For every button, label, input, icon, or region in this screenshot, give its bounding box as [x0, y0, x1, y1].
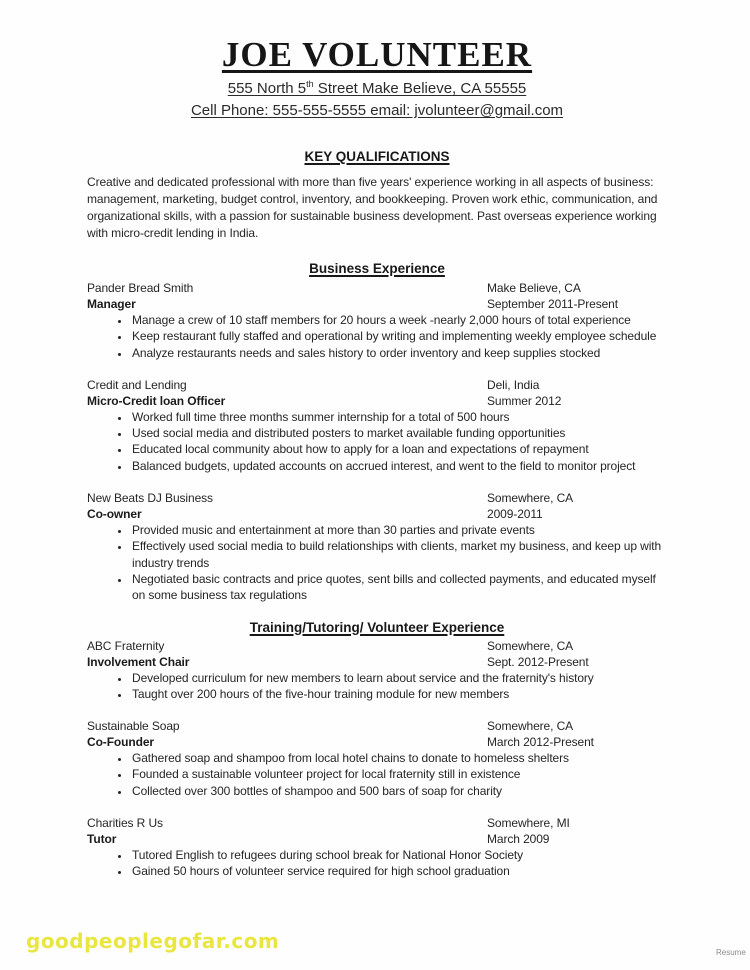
entry-dates: March 2009: [487, 832, 550, 847]
entry-bullet-list: [87, 522, 667, 603]
bullet-item: • Balanced budgets, updated accounts on accrued interest, and went to the field to monitor project: [130, 458, 667, 474]
entry-org-location-row: [87, 490, 667, 506]
phone-email-line: Cell Phone: 555-555-5555 email: jvolunteer@gmail.com: [190, 102, 564, 119]
entry-title: Micro-Credit loan Officer: [87, 393, 226, 408]
entry-title-dates-row: [87, 393, 667, 409]
section-heading-volunteer-experience: Training/Tutoring/ Volunteer Experience: [249, 619, 505, 635]
entry-location: Somewhere, CA: [487, 638, 574, 653]
entry-bullet-list: [87, 312, 667, 361]
entry-location: Deli, India: [487, 377, 540, 392]
bullet-item: • Analyze restaurants needs and sales history to order inventory and keep supplies stocked: [130, 345, 667, 361]
bullet-item: • Effectively used social media to build relationships with clients, market my business, and keep up with industry trends: [130, 538, 667, 571]
experience-entry: [87, 280, 667, 361]
entry-dates: Sept. 2012-Present: [487, 654, 589, 669]
bullet-item: • Founded a sustainable volunteer project for local fraternity still in existence: [130, 766, 667, 782]
entry-title-dates-row: [87, 296, 667, 312]
site-watermark: goodpeoplegofar.com: [26, 929, 280, 953]
address-line: [87, 81, 667, 96]
entry-bullet-list: [87, 670, 667, 703]
candidate-name: JOE VOLUNTEER: [221, 35, 533, 74]
entry-location: Somewhere, MI: [487, 816, 570, 831]
bullet-item: • Developed curriculum for new members to learn about service and the fraternity's history: [130, 670, 667, 686]
entry-org-location-row: [87, 815, 667, 831]
entry-title-dates-row: [87, 506, 667, 522]
bullet-item: • Negotiated basic contracts and price quotes, sent bills and collected payments, and educated myself on some business tax regulations: [130, 571, 667, 604]
entry-org-location-row: [87, 718, 667, 734]
experience-entry: [87, 638, 667, 703]
org-name: ABC Fraternity: [87, 638, 165, 653]
entry-org-location-row: [87, 280, 667, 296]
entry-title: Involvement Chair: [87, 654, 190, 669]
entry-location: Somewhere, CA: [487, 491, 574, 506]
address-suffix: Street Make Believe, CA 55555: [313, 80, 527, 97]
entry-dates: March 2012-Present: [487, 735, 594, 750]
bullet-item: • Taught over 200 hours of the five-hour training module for new members: [130, 686, 667, 702]
org-name: Pander Bread Smith: [87, 281, 194, 295]
experience-entry: [87, 815, 667, 880]
experience-entry: [87, 377, 667, 474]
entry-bullet-list: [87, 409, 667, 474]
entry-bullet-list: [87, 847, 667, 880]
org-name: Charities R Us: [87, 816, 163, 831]
entry-title-dates-row: [87, 831, 667, 847]
org-name: Credit and Lending: [87, 377, 187, 392]
qualifications-summary: Creative and dedicated professional with more than five years' experience working in all aspects of business: management, marketing, budget control, inventory, and bookkeeping. Proven work ethic, communication, and organizational skills, with a passion for sustainable business development. Past overseas experience working with micro-credit lending in India.: [87, 175, 658, 240]
org-name: Sustainable Soap: [87, 719, 180, 734]
entry-title-dates-row: [87, 654, 667, 670]
bullet-item: • Used social media and distributed posters to market available funding opportunities: [130, 425, 667, 441]
bullet-item: • Educated local community about how to apply for a loan and expectations of repayment: [130, 441, 667, 457]
experience-entry: [87, 490, 667, 603]
bullet-item: • Provided music and entertainment at more than 30 parties and private events: [130, 522, 667, 538]
entry-dates: September 2011-Present: [487, 297, 618, 311]
entry-org-location-row: [87, 638, 667, 654]
bullet-item: • Manage a crew of 10 staff members for 20 hours a week -nearly 2,000 hours of total experience: [130, 312, 667, 328]
entry-title: Tutor: [87, 832, 117, 847]
entry-title: Co-owner: [87, 507, 142, 522]
entry-dates: 2009-2011: [487, 507, 543, 522]
resume-caption-label: Resume: [716, 948, 746, 957]
bullet-item: • Gathered soap and shampoo from local hotel chains to donate to homeless shelters: [130, 750, 667, 766]
section-heading-business-experience: Business Experience: [309, 261, 445, 276]
address-prefix: 555 North 5: [227, 80, 307, 97]
entry-dates: Summer 2012: [487, 393, 562, 408]
entry-org-location-row: [87, 377, 667, 393]
entry-title: Co-Founder: [87, 735, 154, 750]
entry-title: Manager: [87, 297, 136, 311]
experience-entry: [87, 718, 667, 799]
bullet-item: • Collected over 300 bottles of shampoo and 500 bars of soap for charity: [130, 783, 667, 799]
section-heading-key-qualifications: KEY QUALIFICATIONS: [304, 149, 450, 164]
bullet-item: • Keep restaurant fully staffed and operational by writing and implementing weekly employee schedule: [130, 328, 667, 344]
org-name: New Beats DJ Business: [87, 491, 213, 506]
bullet-item: • Tutored English to refugees during school break for National Honor Society: [130, 847, 667, 863]
entry-location: Somewhere, CA: [487, 719, 574, 734]
resume-header: [87, 36, 667, 118]
bullet-item: • Gained 50 hours of volunteer service required for high school graduation: [130, 863, 667, 879]
entry-bullet-list: [87, 750, 667, 799]
entry-title-dates-row: [87, 734, 667, 750]
address-ordinal-suffix: th: [306, 79, 314, 89]
entry-location: Make Believe, CA: [487, 281, 581, 295]
bullet-item: • Worked full time three months summer internship for a total of 500 hours: [130, 409, 667, 425]
